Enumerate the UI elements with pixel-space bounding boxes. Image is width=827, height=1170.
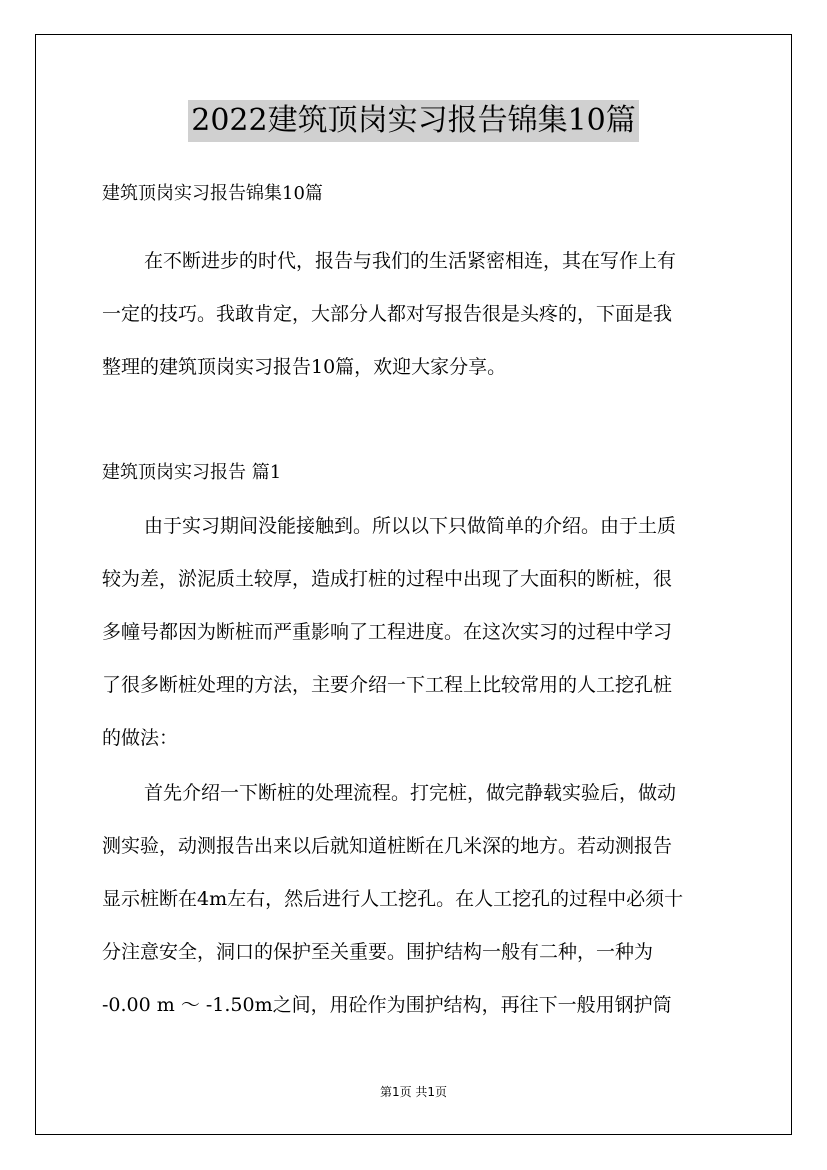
section-heading: 建筑顶岗实习报告 篇1 — [102, 462, 282, 483]
paragraph-line: 多幢号都因为断桩而严重影响了工程进度。在这次实习的过程中学习 — [102, 621, 673, 643]
paragraph-2 — [102, 777, 732, 1042]
paragraph-line: 了很多断桩处理的方法，主要介绍一下工程上比较常用的人工挖孔桩 — [102, 674, 673, 696]
paragraph-line: 的做法： — [102, 727, 179, 749]
intro-line: 整理的建筑顶岗实习报告10篇，欢迎大家分享。 — [102, 356, 507, 378]
title-container — [0, 100, 827, 142]
intro-line: 一定的技巧。我敢肯定，大部分人都对写报告很是头疼的，下面是我 — [102, 303, 673, 325]
intro-paragraph — [102, 245, 732, 404]
paragraph-line: 分注意安全，洞口的保护至关重要。围护结构一般有二种，一种为 — [102, 941, 654, 963]
document-body — [102, 178, 732, 1042]
paragraph-line: 显示桩断在4m左右，然后进行人工挖孔。在人工挖孔的过程中必须十 — [102, 888, 684, 910]
paragraph-line: 测实验，动测报告出来以后就知道桩断在几米深的地方。若动测报告 — [102, 835, 673, 857]
paragraph-line: 由于实习期间没能接触到。所以以下只做简单的介绍。由于土质 — [144, 515, 677, 537]
paragraph-line: -0.00 m ～ -1.50m之间，用砼作为围护结构，再往下一般用钢护筒 — [102, 994, 672, 1016]
paragraph-1 — [102, 510, 732, 775]
paragraph-line: 首先介绍一下断桩的处理流程。打完桩，做完静载实验后，做动 — [144, 782, 677, 804]
intro-line: 在不断进步的时代，报告与我们的生活紧密相连，其在写作上有 — [144, 250, 677, 272]
paragraph-line: 较为差，淤泥质土较厚，造成打桩的过程中出现了大面积的断桩，很 — [102, 568, 673, 590]
page-footer: 第1页 共1页 — [379, 1085, 448, 1099]
document-subtitle: 建筑顶岗实习报告锦集10篇 — [102, 183, 323, 204]
document-title: 2022建筑顶岗实习报告锦集10篇 — [188, 100, 639, 142]
